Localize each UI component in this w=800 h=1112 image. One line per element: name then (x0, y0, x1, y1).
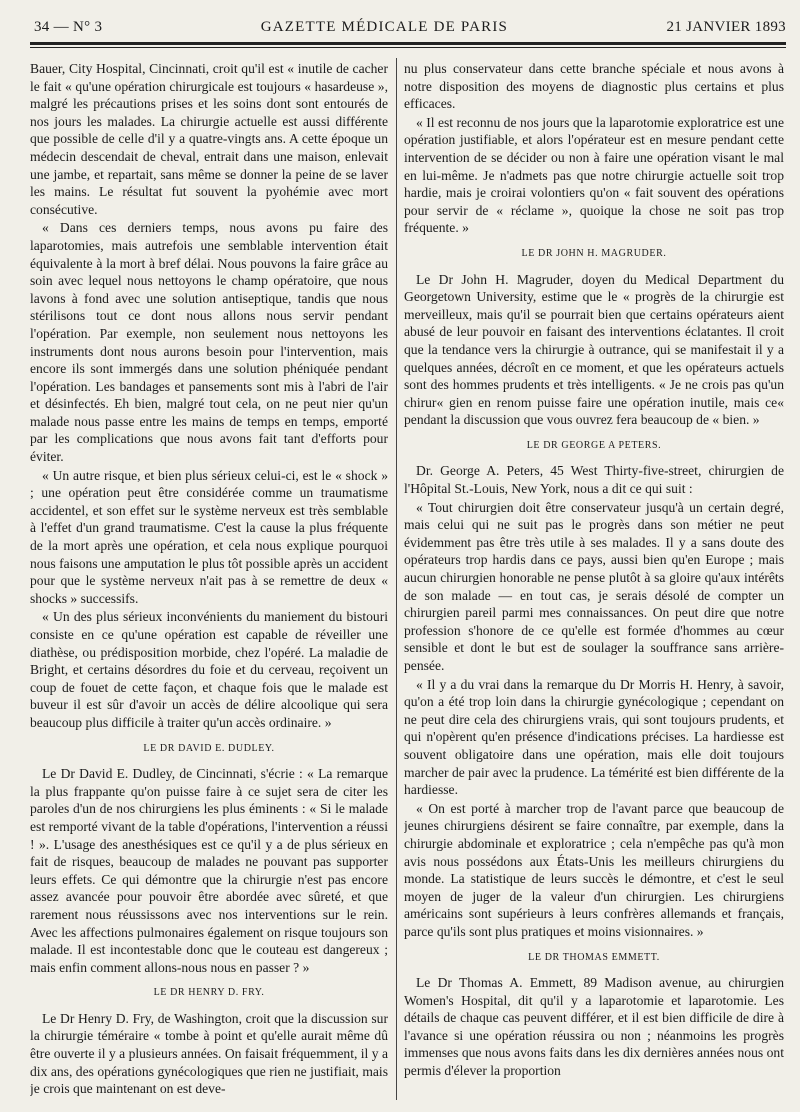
paragraph: Le Dr John H. Magruder, doyen du Medical Department du Georgetown University, estime que le « progrès de la chirurgie est merveilleux, mais qu'il se pourrait bien que certains opérateurs aient abusé de leur pouvoir en faisant des interventions éclatantes. Il croit que la tendance vers la chirurgie à outrance, qui se manifestait il y a quelques années, décroît en ce moment, et que les opérateurs actuels sont des hommes prudents et très intelligents. « Je ne crois pas qu'un chirur« gien en renom puisse faire une opération inutile, mais ce« pendant la discussion que vous ouvrez fera beaucoup de « bien. » (404, 271, 784, 428)
paragraph: « Il y a du vrai dans la remarque du Dr Morris H. Henry, à savoir, qu'on a été trop loin dans la chirurgie gynécologique ; cependant on ne peut dire cela des chirurgiens vrais, qui sont toujours prudents, et qui n'opèrent qu'en présence d'indications précises. La hardiesse est souvent obligatoire dans une opération, mais elle doit toujours marcher de pair avec la prudence. La témérité est bien différente de la hardiesse. (404, 676, 784, 798)
page-number: 34 — N° 3 (34, 18, 103, 35)
section-heading: LE DR DAVID E. DUDLEY. (143, 742, 275, 754)
page-header (34, 14, 786, 40)
paragraph: « Dans ces derniers temps, nous avons pu faire des laparotomies, mais autrefois une semblable intervention était équivalente à la mort à bref délai. Nous pouvons la faire grâce au soin avec lequel nous nettoyons le champ opératoire, que nous lavons à fond avec une solution antiseptique, tandis que nous stérilisons tout ce dont nous allons nous servir pendant l'opération. Par exemple, non seulement nous nettoyons les instruments dont nous aurons besoin pour l'intervention, mais encore ils sont immergés dans une solution phéniquée pendant l'opération. Les bandages et pansements sont mis à l'abri de l'air et désinfectés. Eh bien, malgré tout cela, on ne peut nier qu'un malade nous passe entre les mains de temps en temps, emporté par les complications que nous avons fait tant d'efforts pour éviter. (30, 220, 388, 465)
right-column (404, 60, 784, 1102)
paragraph: « Tout chirurgien doit être conservateur jusqu'à un certain degré, mais celui qui ne suit pas le progrès dans son métier ne peut évidemment pas être très utile à ses malades. Il y a sans doute des opérateurs trop hardis dans ce pays, aussi bien qu'en Europe ; mais aucun chirurgien honorable ne pense plutôt à sa gloire qu'aux intérêts de son malade — en tout cas, je serais désolé de compter un chirurgien pareil parmi mes connaissances. On peut dire que notre profession s'honore de ce qu'elle est formée d'hommes au cœur sensible et dont le but est de soulager la souffrance sans arrière-pensée. (404, 499, 784, 673)
section-heading: LE DR JOHN H. MAGRUDER. (521, 247, 667, 259)
paragraph: « Il est reconnu de nos jours que la laparotomie exploratrice est une opération justifiable, et alors l'opérateur est en mesure pendant cette intervention de se décider ou non à faire une opération visant le mal en lui-même. Je n'admets pas que notre chirurgie actuelle soit trop hardie, mais je croirai volontiers qu'on « fait souvent des opérations pour servir de « réclame », quoique la chose ne soit pas trop fréquente. » (404, 114, 784, 236)
column-divider (396, 58, 397, 1100)
issue-date: 21 JANVIER 1893 (666, 18, 786, 35)
journal-title: GAZETTE MÉDICALE DE PARIS (260, 18, 509, 35)
header-rule (30, 42, 786, 48)
paragraph: Le Dr Henry D. Fry, de Washington, croit que la discussion sur la chirurgie téméraire « tombe à point et qu'elle aurait même dû être ouverte il y a plusieurs années. On faisait fréquemment, il y a dix ans, des opérations gynécologiques que rien ne justifiait, mais je crois que maintenant on est deve- (30, 1010, 388, 1097)
paragraph: « On est porté à marcher trop de l'avant parce que beaucoup de jeunes chirurgiens désirent se faire connaître, par exemple, dans la chirurgie abdominale et exploratrice ; cela n'empêche pas qu'à mon avis nous possédons aux États-Unis les meilleurs chirurgiens du monde. La statistique de leurs succès le démontre, et c'est le seul moyen de juger de la valeur d'un chirurgien. Les chirurgiens américains sont supérieurs à leurs confrères allemands et français, parce qu'ils sont plus pratiques et moins visionnaires. » (404, 800, 784, 939)
section-heading: LE DR GEORGE A PETERS. (526, 439, 662, 451)
paragraph: « Un des plus sérieux inconvénients du maniement du bistouri consiste en ce qu'une opération est capable de réveiller une diathèse, ou prédisposition morbide, chez l'opéré. La maladie de Bright, et certains désordres du foie et du cerveau, reçoivent un coup de fouet de cette façon, et chaque fois que le malade est buveur il est sûr d'avoir un accès de délire alcoolique qui sera beaucoup plus difficile à traiter qu'un accès ordinaire. » (30, 609, 388, 730)
section-heading: LE DR THOMAS EMMETT. (528, 951, 660, 963)
paragraph: Le Dr David E. Dudley, de Cincinnati, s'écrie : « La remarque la plus frappante qu'on puisse faire à ce sujet sera de citer les paroles d'un de nos chirurgiens les plus éminents : « Si le malade est remporté vivant de la table d'opérations, l'intervention a réussi ! ». L'usage des anesthésiques est ce qu'il y a de plus sérieux en fait de risques, beaucoup de malades ne pouvant pas supporter leurs effets. Ce qui démontre que la chirurgie n'est pas encore assez avancée pour pouvoir être abordée avec sûreté, et que rarement nous réussissons avec nos interventions sur le rein. Avec les affections pulmonaires également on risque toujours son malade. Il est incontestable donc que le couteau est dangereux ; mais enfin comment allons-nous nous en passer ? » (30, 766, 388, 975)
paragraph: Dr. George A. Peters, 45 West Thirty-five-street, chirurgien de l'Hôpital St.-Louis, New York, nous a dit ce qui suit : (404, 463, 784, 497)
section-heading: LE DR HENRY D. FRY. (153, 987, 265, 999)
paragraph: « Un autre risque, et bien plus sérieux celui-ci, est le « shock » ; une opération peut être considérée comme un traumatisme accidentel, et son effet sur le système nerveux est très semblable à l'effet d'un grand traumatisme. C'est la cause la plus fréquente de la mort après une opération, et cela nous explique pourquoi nous faisons une amputation le plus tôt possible après un accident pour que le système nerveux n'ait pas à se remettre de deux « shocks » successifs. (30, 467, 388, 606)
left-column (30, 60, 388, 1102)
paragraph: nu plus conservateur dans cette branche spéciale et nous avons à notre disposition des moyens de diagnostic plus certains et plus efficaces. (404, 61, 784, 112)
paragraph: Le Dr Thomas A. Emmett, 89 Madison avenue, au chirurgien Women's Hospital, dit qu'il y a laparotomie et laparotomie. Les détails de chaque cas peuvent différer, et il est bien difficile de dire à l'avance si une opération réussira ou non ; néanmoins les progrès immenses que nous avons faits dans les dix dernières années nous ont permis d'élever la proportion (404, 975, 784, 1079)
paragraph: Bauer, City Hospital, Cincinnati, croit qu'il est « inutile de cacher le fait « qu'une opération chirurgicale est toujours « hasardeuse », malgré les précautions prises et les soins dont sont entourés de nos jours les malades. La chirurgie actuelle est aussi différente que possible de celle d'il y a quatre-vingts ans. A cette époque un médecin descendait de cheval, entrait dans une maison, enlevait une jambe, et repartait, sans même se donner la peine de se laver les mains. Le résultat fut souvent la pyohémie avec mort consécutive. (30, 61, 388, 217)
